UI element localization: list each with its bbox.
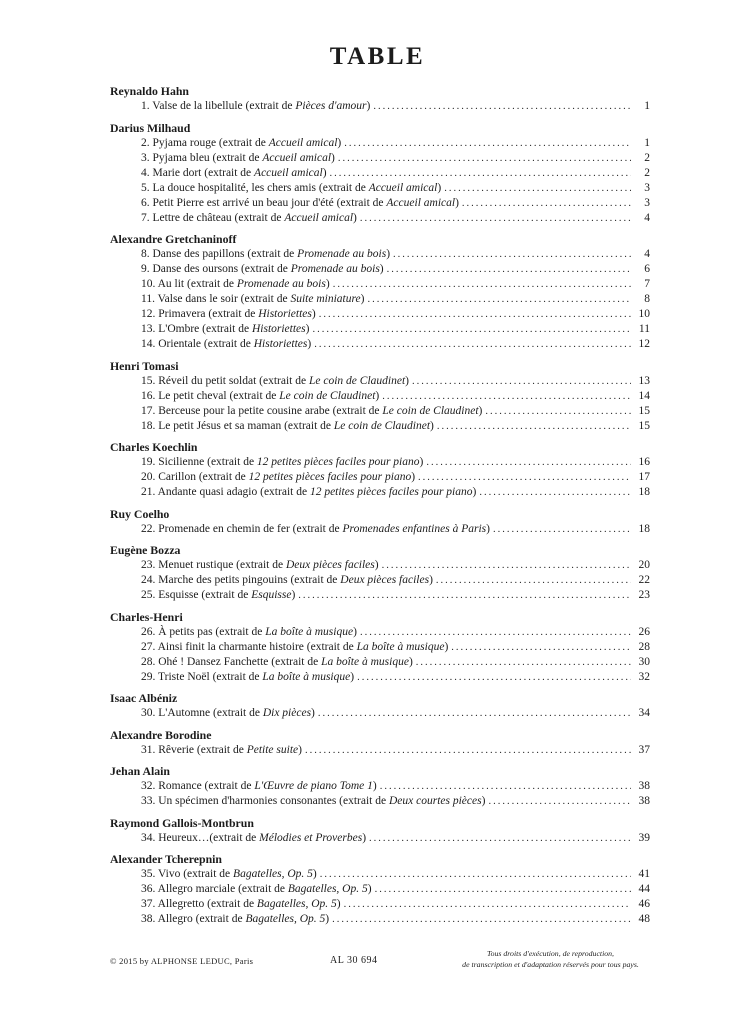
entry-title-post: ): [405, 374, 409, 387]
entry-title-pre: 15. Réveil du petit soldat (extrait de: [141, 374, 309, 387]
entry-title: [141, 136, 341, 151]
composer-name: Alexandre Borodine: [110, 727, 212, 742]
toc-list: [110, 84, 650, 927]
entry-title-post: ): [367, 883, 372, 895]
toc-entry: [110, 419, 650, 434]
entry-work-title: L'Œuvre de piano Tome 1: [254, 780, 373, 792]
entry-work-title: Le coin de Claudinet: [309, 374, 406, 387]
toc-entry: [110, 485, 650, 500]
toc-entry: [110, 522, 650, 537]
entry-title-post: ): [331, 151, 335, 164]
entry-title-post: ): [386, 248, 391, 260]
entry-work-title: La boîte à musique: [262, 670, 351, 683]
entry-title-post: ): [372, 780, 377, 792]
page-number: 30: [638, 655, 650, 668]
entry-title-post: ): [353, 625, 357, 638]
entry-title-post: ): [437, 181, 442, 194]
entry-title: [141, 211, 357, 226]
composer-name: Jehan Alain: [110, 764, 170, 778]
entry-title-post: ): [311, 308, 316, 320]
entry-title-post: ): [350, 670, 355, 683]
dot-leader: [436, 573, 631, 588]
entry-title-pre: 9. Danse des oursons (extrait de: [141, 263, 291, 275]
entry-work-title: Deux pièces faciles: [340, 574, 430, 586]
toc-entry: [110, 779, 650, 794]
entry-title-post: ): [379, 263, 384, 275]
entry-work-title: Accueil amical: [268, 136, 338, 149]
entry-title-post: ): [298, 743, 302, 756]
entry-title-post: ): [360, 293, 365, 305]
page-number: 26: [638, 625, 650, 638]
entry-title-post: ): [374, 559, 379, 571]
entry-title: [141, 743, 302, 758]
dot-leader: [314, 337, 631, 352]
toc-entry: [110, 912, 650, 927]
entry-title: [141, 522, 490, 537]
page-number: 1: [644, 100, 650, 112]
entry-title-post: ): [291, 589, 296, 601]
page-number: 14: [638, 389, 650, 402]
entry-title-post: ): [455, 196, 459, 209]
entry-work-title: Historiettes: [253, 338, 308, 350]
entry-title: [141, 831, 366, 846]
entry-title-post: ): [322, 166, 327, 179]
page-number: 44: [638, 883, 650, 895]
dot-leader: [319, 307, 631, 322]
entry-work-title: Bagatelles, Op. 5: [287, 883, 368, 895]
entry-title-post: ): [353, 211, 357, 224]
entry-work-title: Bagatelles, Op. 5: [245, 913, 326, 925]
entry-title: [141, 573, 433, 588]
dot-leader: [344, 897, 631, 912]
entry-work-title: Le coin de Claudinet: [279, 389, 376, 402]
toc-entry: [110, 625, 650, 640]
entry-title: [141, 485, 476, 500]
page-number: 20: [638, 559, 650, 571]
entry-work-title: Pièces d'amour: [295, 100, 367, 112]
toc-entry: [110, 640, 650, 655]
toc-entry: [110, 670, 650, 685]
entry-title-pre: 34. Heureux…(extrait de: [141, 831, 260, 844]
page-number: 6: [644, 263, 650, 275]
page-number: 17: [638, 471, 650, 483]
entry-title-pre: 37. Allegretto (extrait de: [141, 898, 257, 910]
dot-leader: [360, 625, 631, 640]
entry-work-title: La boîte à musique: [356, 640, 445, 653]
entry-work-title: Historiettes: [251, 323, 306, 335]
page-number: 18: [638, 486, 650, 498]
page-number: 37: [638, 743, 650, 756]
copyright-notice: © 2015 by ALPHONSE LEDUC, Paris: [110, 956, 254, 966]
page-number: 4: [644, 211, 650, 224]
entry-title: [141, 419, 434, 434]
entry-title-post: ): [311, 707, 315, 719]
entry-title: [141, 99, 370, 114]
entry-title-post: ): [419, 456, 424, 468]
entry-title: [141, 337, 311, 352]
page-number: 3: [644, 196, 650, 209]
entry-title-pre: 27. Ainsi finit la charmante histoire (extrait de: [141, 640, 357, 653]
dot-leader: [305, 743, 631, 758]
dot-leader: [393, 247, 631, 262]
entry-title-pre: 1. Valse de la libellule (extrait de: [141, 100, 296, 112]
page-number: 13: [638, 374, 650, 387]
entry-work-title: Accueil amical: [386, 196, 456, 209]
entry-work-title: La boîte à musique: [321, 655, 409, 668]
page-number: 2: [644, 151, 650, 164]
entry-title-pre: 25. Esquisse (extrait de: [141, 589, 252, 601]
entry-title-post: ): [366, 100, 371, 112]
dot-leader: [360, 211, 631, 226]
entry-title-pre: 10. Au lit (extrait de: [141, 278, 237, 290]
entry-title: [141, 625, 357, 640]
entry-title-pre: 28. Ohé ! Dansez Fanchette (extrait de: [141, 655, 322, 668]
entry-title: [141, 655, 413, 670]
entry-title: [141, 794, 485, 809]
entry-work-title: La boîte à musique: [265, 625, 354, 638]
dot-leader: [493, 522, 631, 537]
entry-title-pre: 29. Triste Noël (extrait de: [141, 670, 263, 683]
dot-leader: [382, 558, 631, 573]
toc-entry: [110, 831, 650, 846]
entry-work-title: Deux pièces faciles: [286, 559, 375, 571]
entry-title-post: ): [336, 898, 341, 910]
entry-title: [141, 706, 315, 721]
page-number: 3: [644, 181, 650, 194]
entry-work-title: 12 petites pièces faciles pour piano: [248, 471, 412, 483]
page-number: 7: [644, 278, 650, 290]
entry-title-pre: 33. Un spécimen d'harmonies consonantes (extrait de: [141, 795, 389, 807]
entry-title-pre: 6. Petit Pierre est arrivé un beau jour d'été (extrait de: [141, 196, 387, 209]
toc-entry: [110, 897, 650, 912]
entry-title: [141, 196, 459, 211]
page-number: 12: [638, 338, 650, 350]
toc-entry: [110, 247, 650, 262]
toc-entry: [110, 706, 650, 721]
entry-work-title: Deux courtes pièces: [388, 795, 482, 807]
entry-title-post: ): [325, 278, 330, 290]
entry-work-title: Suite miniature: [290, 293, 361, 305]
composer-name: Alexandre Gretchaninoff: [110, 232, 237, 246]
entry-title-post: ): [312, 868, 317, 880]
dot-leader: [437, 419, 631, 434]
dot-leader: [367, 292, 631, 307]
page-number: 38: [638, 795, 650, 807]
entry-title-post: ): [305, 323, 310, 335]
composer-name: Darius Milhaud: [110, 120, 191, 135]
entry-title: [141, 181, 441, 196]
entry-title-post: ): [375, 389, 380, 402]
entry-title-pre: 30. L'Automne (extrait de: [141, 707, 263, 719]
dot-leader: [357, 670, 631, 685]
composer-name: Charles-Henri: [110, 609, 183, 624]
page-number: 28: [638, 640, 650, 653]
dot-leader: [479, 485, 631, 500]
entry-title: [141, 455, 423, 470]
toc-entry: [110, 211, 650, 226]
toc-entry: [110, 558, 650, 573]
entry-title: [141, 292, 364, 307]
entry-title-post: ): [444, 640, 449, 653]
dot-leader: [369, 831, 631, 846]
rights-notice: [428, 948, 673, 970]
toc-entry: [110, 151, 650, 166]
dot-leader: [338, 151, 631, 166]
entry-title-pre: 31. Rêverie (extrait de: [141, 743, 247, 756]
entry-title-post: ): [337, 136, 342, 149]
entry-title-post: ): [472, 486, 477, 498]
entry-title-pre: 32. Romance (extrait de: [141, 780, 255, 792]
entry-title-pre: 8. Danse des papillons (extrait de: [141, 248, 298, 260]
toc-entry: [110, 277, 650, 292]
plate-number: AL 30 694: [330, 955, 378, 966]
composer-name: Charles Koechlin: [110, 440, 198, 454]
dot-leader: [416, 655, 631, 670]
entry-title-pre: 13. L'Ombre (extrait de: [141, 323, 252, 335]
page-number: 15: [638, 419, 650, 432]
dot-leader: [488, 794, 631, 809]
entry-title: [141, 322, 309, 337]
toc-entry: [110, 573, 650, 588]
page-number: 41: [638, 868, 650, 880]
entry-title-post: ): [430, 419, 434, 432]
dot-leader: [444, 181, 631, 196]
dot-leader: [332, 912, 631, 927]
page-number: 23: [638, 589, 650, 601]
entry-work-title: Le coin de Claudinet: [382, 404, 479, 417]
entry-work-title: Promenade au bois: [236, 278, 326, 290]
entry-title: [141, 262, 384, 277]
toc-entry: [110, 588, 650, 603]
page-number: 34: [638, 707, 650, 719]
dot-leader: [330, 166, 631, 181]
entry-work-title: Historiettes: [258, 308, 312, 320]
entry-work-title: Petite suite: [246, 743, 299, 756]
toc-entry: [110, 455, 650, 470]
entry-title-post: ): [325, 913, 330, 925]
entry-title-pre: 21. Andante quasi adagio (extrait de: [141, 486, 310, 498]
toc-entry: [110, 867, 650, 882]
page-number: 15: [638, 404, 650, 417]
toc-entry: [110, 743, 650, 758]
entry-title-pre: 11. Valse dans le soir (extrait de: [141, 293, 291, 305]
entry-title-post: ): [481, 795, 486, 807]
entry-title-pre: 3. Pyjama bleu (extrait de: [141, 151, 263, 164]
entry-title-pre: 2. Pyjama rouge (extrait de: [141, 136, 269, 149]
entry-title: [141, 277, 330, 292]
entry-title-post: ): [411, 471, 416, 483]
dot-leader: [312, 322, 631, 337]
entry-work-title: Accueil amical: [284, 211, 354, 224]
entry-work-title: 12 petites pièces faciles pour piano: [256, 456, 420, 468]
page-number: 4: [644, 248, 650, 260]
page-number: 48: [638, 913, 650, 925]
page-title: TABLE: [329, 43, 426, 70]
dot-leader: [373, 99, 631, 114]
dot-leader: [418, 470, 631, 485]
dot-leader: [320, 867, 631, 882]
entry-title: [141, 897, 341, 912]
entry-work-title: Promenade au bois: [290, 263, 380, 275]
composer-name: Isaac Albéniz: [110, 691, 178, 705]
entry-title-pre: 14. Orientale (extrait de: [141, 338, 254, 350]
toc-entry: [110, 307, 650, 322]
toc-entry: [110, 655, 650, 670]
entry-work-title: Dix pièces: [262, 707, 312, 719]
dot-leader: [344, 136, 631, 151]
toc-entry: [110, 196, 650, 211]
toc-entry: [110, 404, 650, 419]
dot-leader: [318, 706, 631, 721]
entry-title: [141, 307, 316, 322]
entry-title: [141, 247, 390, 262]
entry-title-pre: 24. Marche des petits pingouins (extrait de: [141, 574, 341, 586]
entry-work-title: 12 petites pièces faciles pour piano: [309, 486, 473, 498]
composer-name: Henri Tomasi: [110, 358, 179, 373]
toc-entry: [110, 99, 650, 114]
entry-title: [141, 404, 482, 419]
composer-name: Alexander Tcherepnin: [110, 852, 222, 866]
page-number: 39: [638, 831, 650, 844]
toc-entry: [110, 337, 650, 352]
entry-title-pre: 26. À petits pas (extrait de: [141, 625, 266, 638]
entry-title-post: ): [307, 338, 312, 350]
entry-title-pre: 22. Promenade en chemin de fer (extrait de: [141, 522, 343, 535]
entry-title: [141, 867, 317, 882]
page-number: 16: [638, 456, 650, 468]
toc-entry: [110, 389, 650, 404]
entry-work-title: Promenade au bois: [297, 248, 387, 260]
toc-entry: [110, 882, 650, 897]
toc-entry: [110, 794, 650, 809]
entry-title-pre: 7. Lettre de château (extrait de: [141, 211, 285, 224]
entry-title-pre: 35. Vivo (extrait de: [141, 868, 234, 880]
toc-entry: [110, 292, 650, 307]
dot-leader: [375, 882, 631, 897]
dot-leader: [412, 374, 631, 389]
entry-title: [141, 470, 415, 485]
dot-leader: [333, 277, 631, 292]
toc-entry: [110, 136, 650, 151]
composer-name: Ruy Coelho: [110, 506, 170, 521]
entry-title: [141, 912, 329, 927]
toc-entry: [110, 322, 650, 337]
entry-title-post: ): [362, 831, 367, 844]
dot-leader: [380, 779, 631, 794]
page-number: 32: [638, 670, 650, 683]
entry-work-title: Accueil amical: [262, 151, 332, 164]
page-number: 38: [638, 780, 650, 792]
entry-title-pre: 5. La douce hospitalité, les chers amis (extrait de: [141, 181, 369, 194]
entry-title-pre: 36. Allegro marciale (extrait de: [141, 883, 288, 895]
dot-leader: [485, 404, 631, 419]
entry-title: [141, 389, 379, 404]
toc-entry: [110, 181, 650, 196]
entry-title: [141, 779, 377, 794]
entry-title-pre: 17. Berceuse pour la petite cousine arabe (extrait de: [141, 404, 383, 417]
rights-line-1: Tous droits d'exécution, de reproduction,: [487, 949, 614, 958]
entry-title-pre: 18. Le petit Jésus et sa maman (extrait de: [141, 419, 334, 432]
toc-entry: [110, 374, 650, 389]
page-number: 46: [638, 898, 650, 910]
rights-line-2: de transcription et d'adaptation réservés pour tous pays.: [462, 960, 639, 969]
toc-entry: [110, 470, 650, 485]
dot-leader: [426, 455, 631, 470]
page-number: 1: [644, 136, 650, 149]
entry-title: [141, 640, 448, 655]
entry-title: [141, 166, 327, 181]
page-number: 18: [638, 522, 650, 535]
entry-title-post: ): [478, 404, 483, 417]
entry-work-title: Le coin de Claudinet: [333, 419, 431, 432]
entry-work-title: Promenades enfantines à Paris: [342, 522, 487, 535]
entry-work-title: Accueil amical: [254, 166, 323, 179]
entry-title-post: ): [408, 655, 413, 668]
entry-title: [141, 588, 295, 603]
dot-leader: [382, 389, 631, 404]
entry-title: [141, 670, 354, 685]
dot-leader: [298, 588, 631, 603]
page-number: 22: [638, 574, 650, 586]
composer-name: Reynaldo Hahn: [110, 84, 189, 98]
entry-work-title: Esquisse: [251, 589, 292, 601]
entry-title-pre: 23. Menuet rustique (extrait de: [141, 559, 286, 571]
composer-name: Raymond Gallois-Montbrun: [110, 815, 254, 830]
entry-work-title: Bagatelles, Op. 5: [256, 898, 337, 910]
page-number: 2: [644, 166, 650, 179]
entry-title: [141, 558, 379, 573]
toc-entry: [110, 262, 650, 277]
entry-title-pre: 19. Sicilienne (extrait de: [141, 456, 257, 468]
entry-title-post: ): [486, 522, 490, 535]
entry-work-title: Bagatelles, Op. 5: [233, 868, 313, 880]
entry-title: [141, 882, 372, 897]
composer-name: Eugène Bozza: [110, 543, 181, 557]
entry-title-pre: 20. Carillon (extrait de: [141, 471, 249, 483]
entry-title-pre: 38. Allegro (extrait de: [141, 913, 246, 925]
entry-title-pre: 12. Primavera (extrait de: [141, 308, 259, 320]
page-number: 11: [638, 323, 650, 335]
page-number: 8: [644, 293, 650, 305]
entry-title-pre: 16. Le petit cheval (extrait de: [141, 389, 280, 402]
dot-leader: [462, 196, 631, 211]
dot-leader: [387, 262, 631, 277]
entry-work-title: Mélodies et Proverbes: [259, 831, 363, 844]
entry-title-post: ): [429, 574, 433, 586]
entry-title-pre: 4. Marie dort (extrait de: [141, 166, 255, 179]
entry-title: [141, 151, 335, 166]
entry-title: [141, 374, 409, 389]
page-number: 10: [638, 308, 650, 320]
toc-entry: [110, 166, 650, 181]
dot-leader: [451, 640, 631, 655]
entry-work-title: Accueil amical: [368, 181, 438, 194]
